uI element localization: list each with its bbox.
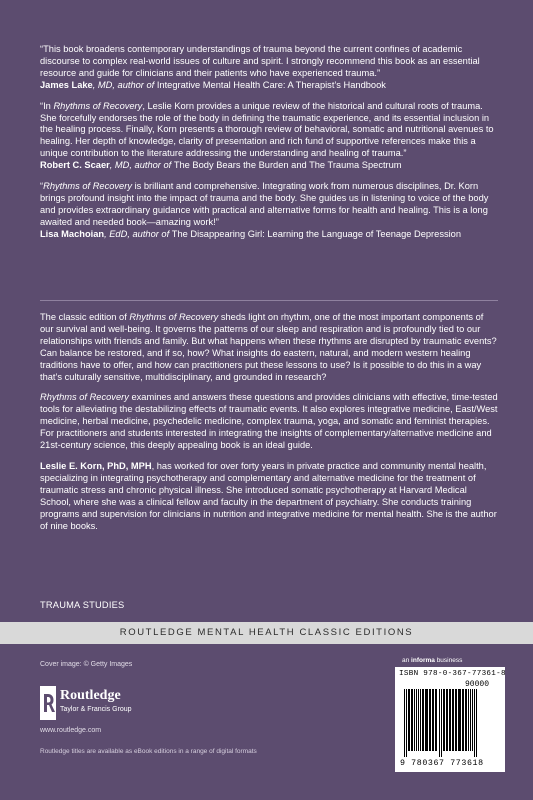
barcode-bar [429,689,431,751]
barcode-bar [465,689,467,751]
author-bio [40,461,498,532]
endorsements [40,44,498,250]
publisher-name: Routledge [60,688,121,703]
description-paragraph-2 [40,392,498,452]
text-run: is brilliant and comprehensive. Integrating work from numerous disciplines, Dr. Korn brings profound insight into the impact of trauma and the body. She guides us in listening to voice of the body and provides extraordinary guidance with practical and alternative forms for health and healing. This is a long awaited and needed book—amazing work!” [40,181,489,227]
barcode-bar [441,689,442,757]
barcode-bar [420,689,421,751]
endorser-credentials: , MD, author of [92,79,157,90]
barcode-bars [401,689,499,757]
book-title-italic: Rhythms of Recovery [53,100,143,111]
barcode-bar [425,689,427,751]
endorsement-quote [40,44,498,92]
quote-attribution [40,229,498,241]
edition-band: ROUTLEDGE MENTAL HEALTH CLASSIC EDITIONS [0,622,533,644]
description-paragraph-1 [40,312,498,383]
barcode-bar [452,689,454,751]
barcode-bar [432,689,434,751]
barcode-bar [408,689,410,751]
endorser-credentials: , MD, author of [109,160,174,171]
barcode-bar [446,689,448,751]
ebook-note: Routledge titles are available as eBook editions in a range of digital formats [40,748,257,755]
book-title-italic: Rhythms of Recovery [129,312,219,322]
barcode-bar [476,689,477,757]
routledge-logo-icon [40,686,56,720]
series-label: TRAUMA STUDIES [40,600,125,610]
price-code: 90000 [465,680,490,689]
quote-text [40,181,488,227]
barcode-bar [458,689,460,751]
text-run: “ [40,181,44,192]
barcode-bar [406,689,407,757]
publisher-website[interactable]: www.routledge.com [40,727,102,734]
text-run: “This book broadens contemporary understandings of trauma beyond the current confines of academic discourse to complex real-world issues of culture and spirit. I strongly recommend this book as an essential resource and guide for clinicians and their patients who have experienced trauma.” [40,44,480,78]
barcode-bar [462,689,464,751]
barcode-bar [468,689,469,751]
barcode-bar [439,689,440,757]
endorser-name: James Lake [40,79,93,90]
text-run: sheds light on rhythm, one of the most important components of our survival and well-being. It governs the patterns of our sleep and respiration and is profoundly tied to our relationships with friends and family. But what happens when these rhythms are disrupted by traumatic events? Can balance be restored, and if so, how? What insights do eastern, natural, and modern western healing traditions have to offer, and how can practitioners put these lessons to use? Is it possible to do this in a way that’s culturally sensitive, multidisciplinary, and grounded in research? [40,312,497,382]
section-divider [40,300,498,301]
barcode-bar [404,689,405,757]
book-title-italic: Rhythms of Recovery [40,392,129,403]
text-run: examines and answers these questions and provides clinicians with effective, time-tested tools for alleviating the destabilizing effects of traumatic events. It also explores integrative medicine, East/West medicine, herbal medicine, psychedelic medicine, complex trauma, yoga, and somatic and feminist therapies. For practitioners and students interested in integrating the insights of complementary/alternative medicine and 21st-century science, this deeply appealing book is an ideal guide. [40,392,498,451]
book-title-italic: Rhythms of Recovery [43,181,132,192]
barcode-bar [470,689,471,751]
barcode-bar [416,689,417,751]
endorser-work: The Disappearing Girl: Learning the Language of Teenage Depression [171,228,462,239]
quote-attribution [40,80,498,92]
barcode-bar [460,689,461,751]
book-description [40,312,498,541]
barcode-bar [443,689,445,751]
endorser-name: Lisa Machoian [40,228,105,239]
barcode-bar [455,689,457,751]
informa-business-tag [402,657,462,664]
informa-prefix: an [402,657,412,664]
quote-attribution [40,160,498,172]
endorser-work: The Body Bears the Burden and The Trauma Spectrum [173,160,402,171]
barcode-bar [474,689,475,757]
text-run: The classic edition of [40,312,130,322]
author-bio-text: , has worked for over forty years in private practice and community mental health, specializing in integrating psychotherapy and complementary and alternative medicine for the treatment of traumatic stress and chronic physical illness. She introduced somatic psychotherapy at Harvard Medical School, where she was a clinical fellow and faculty in the department of psychiatry. She conducts training programs and supervision for clinicians in nutrition and integrative medicine for mental health. She is the author of nine books. [40,460,497,531]
informa-suffix: business [434,657,463,664]
text-run: , Leslie Korn provides a unique review of the historical and cultural roots of trauma. She forcefully endorses the role of the body in defining the traumatic experience, and its essential inclusion in the healing process. Finally, Korn presents a thorough review of behavioral, somatic and nutritional avenues to healing. Her depth of knowledge, clarity of presentation and rich fund of supportive references make this a unique contribution to the literature addressing the understanding and healing of trauma.” [40,100,494,159]
barcode-bar [414,689,415,751]
quote-text [40,101,494,159]
publisher-logo [40,686,190,726]
barcode-bar [418,689,419,751]
endorsement-quote [40,101,498,172]
endorser-credentials: , EdD, author of [104,228,172,239]
quote-text [40,44,480,78]
endorser-work: Integrative Mental Health Care: A Therapist’s Handbook [156,79,386,90]
barcode-bar [449,689,451,751]
isbn-label: ISBN 978-0-367-77361-8 [399,670,506,678]
ean-digits: 9 780367 773618 [400,759,484,768]
endorsement-quote [40,181,498,241]
author-name: Leslie E. Korn, PhD, MPH [40,460,152,471]
barcode-bar [435,689,437,751]
barcode-bar [422,689,424,751]
endorser-name: Robert C. Scaer [40,160,110,171]
cover-credit: Cover image: © Getty Images [40,661,133,668]
barcode-bar [427,689,428,751]
barcode-panel [395,667,505,772]
barcode-bar [472,689,473,751]
informa-brand: informa [411,657,435,664]
barcode-bar [411,689,413,751]
text-run: “In [40,100,54,111]
publisher-group: Taylor & Francis Group [60,706,132,713]
